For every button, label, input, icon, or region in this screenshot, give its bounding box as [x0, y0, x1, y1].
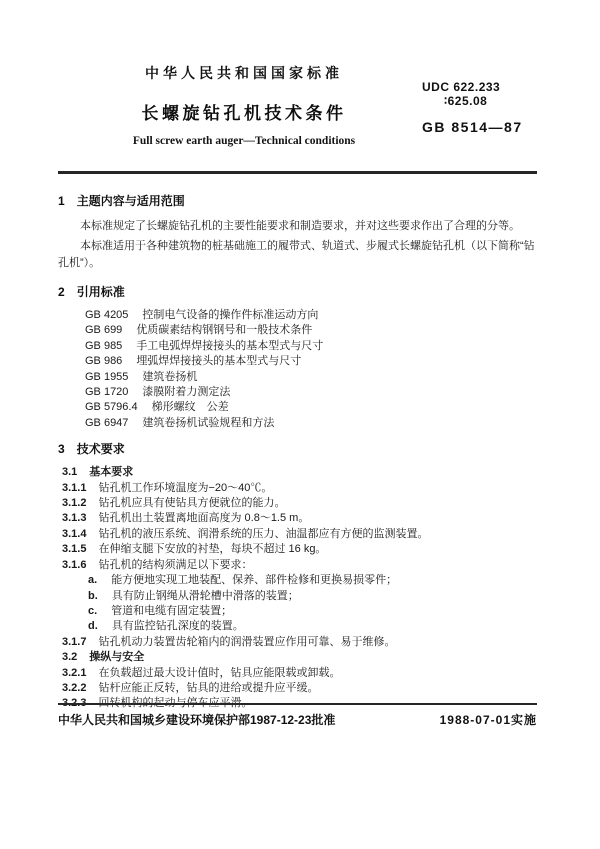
clause-text: 在伸缩支腿下安放的衬垫，每块不超过 16 kg。	[98, 543, 327, 556]
reference-row	[85, 400, 538, 415]
clause-subitem-row	[58, 604, 538, 619]
clause-text: 基本要求	[89, 466, 134, 479]
reference-row	[85, 339, 538, 354]
clause-row	[58, 542, 538, 557]
standard-type-line: 中华人民共和国国家标准	[145, 65, 343, 81]
reference-code: GB 1955	[85, 370, 129, 383]
clause-text: 钻孔机工作环境温度为−20～40℃。	[98, 481, 273, 494]
reference-row	[85, 323, 538, 338]
clause-text: 操纵与安全	[89, 651, 145, 664]
clause-text: 钻孔机的液压系统、润滑系统的压力、油温都应有方便的监测装置。	[98, 527, 429, 540]
clause-row	[58, 635, 538, 650]
clause-row	[58, 511, 538, 526]
clause-text: 钻杆应能正反转，钻具的进给或提升应平缓。	[98, 681, 319, 694]
subitem-letter: c.	[88, 604, 98, 617]
header-rule	[58, 171, 537, 174]
footer-rule	[58, 703, 537, 705]
section-2-number: 2	[58, 285, 65, 299]
reference-list	[58, 308, 538, 431]
reference-name: 优质碳素结构钢钢号和一般技术条件	[136, 324, 313, 337]
reference-row	[85, 370, 538, 385]
reference-name: 埋弧焊焊接接头的基本型式与尺寸	[136, 355, 302, 368]
section-1-paragraph: 本标准适用于各种建筑物的桩基础施工的履带式、轨道式、步履式长螺旋钻孔机（以下简称“钻孔机”）。	[58, 240, 535, 269]
clause-number: 3.1.4	[62, 527, 87, 540]
reference-code: GB 986	[85, 355, 123, 368]
clause-subitem-row	[58, 589, 538, 604]
clause-row	[58, 527, 538, 542]
reference-name: 梯形螺纹 公差	[151, 401, 229, 414]
reference-row	[85, 308, 538, 323]
clause-number: 3.1	[62, 466, 78, 479]
clause-number: 3.1.5	[62, 543, 87, 556]
reference-code: GB 985	[85, 339, 123, 352]
clause-row	[58, 465, 538, 480]
subitem-text: 具有防止钢绳从滑轮槽中滑落的装置；	[111, 589, 299, 602]
section-1-paragraph: 本标准规定了长螺旋钻孔机的主要性能要求和制造要求，并对这些要求作出了合理的分等。	[80, 220, 520, 232]
reference-row	[85, 385, 538, 400]
clause-number: 3.1.1	[62, 481, 87, 494]
udc-code-line2: ∶625.08	[444, 94, 488, 108]
subitem-text: 能方便地实现工地装配、保养、部件检修和更换易损零件；	[111, 574, 398, 587]
reference-code: GB 4205	[85, 309, 129, 321]
subitem-letter: b.	[88, 589, 98, 602]
clause-row	[58, 650, 538, 665]
section-1-heading	[58, 193, 538, 209]
clause-subitem-row	[58, 573, 538, 588]
clause-text: 钻孔机动力装置齿轮箱内的润滑装置应作用可靠、易于维修。	[98, 635, 396, 648]
clause-row	[58, 481, 538, 496]
reference-row	[85, 416, 538, 431]
reference-name: 控制电气设备的操作件标准运动方向	[142, 309, 319, 321]
section-1-number: 1	[58, 194, 65, 208]
clause-row	[58, 496, 538, 511]
reference-name: 手工电弧焊焊接接头的基本型式与尺寸	[136, 339, 324, 352]
reference-code: GB 1720	[85, 386, 129, 399]
section-3-number: 3	[58, 442, 65, 457]
section-2-title: 引用标准	[76, 285, 125, 299]
approval-line: 中华人民共和国城乡建设环境保护部1987-12-23批准	[58, 713, 336, 727]
subitem-letter: d.	[88, 620, 98, 633]
clause-text: 钻孔机应具有使钻具方便就位的能力。	[98, 497, 286, 510]
clause-number: 3.1.6	[62, 558, 87, 571]
clause-row	[58, 666, 538, 681]
reference-name: 建筑卷扬机	[142, 370, 198, 383]
clause-number: 3.1.2	[62, 497, 87, 510]
clause-number: 3.1.7	[62, 635, 87, 648]
section-2-heading	[58, 284, 538, 300]
section-1-title: 主题内容与适用范围	[76, 194, 185, 208]
page-title: 长螺旋钻孔机技术条件	[141, 104, 347, 123]
subitem-text: 具有监控钻孔深度的装置。	[111, 620, 244, 633]
section-3-title: 技术要求	[76, 442, 125, 457]
reference-code: GB 699	[85, 324, 123, 337]
code-block	[422, 80, 542, 135]
clause-number: 3.2.1	[62, 666, 87, 679]
clause-number: 3.2.2	[62, 681, 87, 694]
reference-row	[85, 354, 538, 369]
clause-text: 钻孔机出土装置离地面高度为 0.8～1.5 m。	[98, 512, 310, 525]
reference-name: 漆膜附着力测定法	[142, 386, 231, 399]
implementation-line: 1988-07-01实施	[439, 713, 537, 727]
document-body	[58, 193, 538, 712]
subitem-text: 管道和电缆有固定装置；	[111, 604, 233, 617]
clause-row	[58, 558, 538, 573]
clause-number: 3.1.3	[62, 512, 87, 525]
clause-row	[58, 681, 538, 696]
section-3-heading	[58, 441, 538, 457]
reference-code: GB 5796.4	[85, 401, 138, 414]
clause-subitem-row	[58, 619, 538, 634]
udc-code-line1: UDC 622.233	[422, 80, 501, 94]
clause-text: 在负载超过最大设计值时，钻具应能限载或卸载。	[98, 666, 341, 679]
subitem-letter: a.	[88, 574, 98, 587]
clause-number: 3.2	[62, 651, 78, 664]
standard-number: GB 8514—87	[422, 119, 523, 135]
document-footer	[58, 711, 537, 728]
clause-text: 钻孔机的结构须满足以下要求：	[98, 558, 253, 571]
clause-list	[58, 465, 538, 712]
reference-name: 建筑卷扬机试验规程和方法	[142, 416, 275, 429]
reference-code: GB 6947	[85, 416, 129, 429]
english-subtitle: Full screw earth auger—Technical conditions	[132, 135, 356, 147]
